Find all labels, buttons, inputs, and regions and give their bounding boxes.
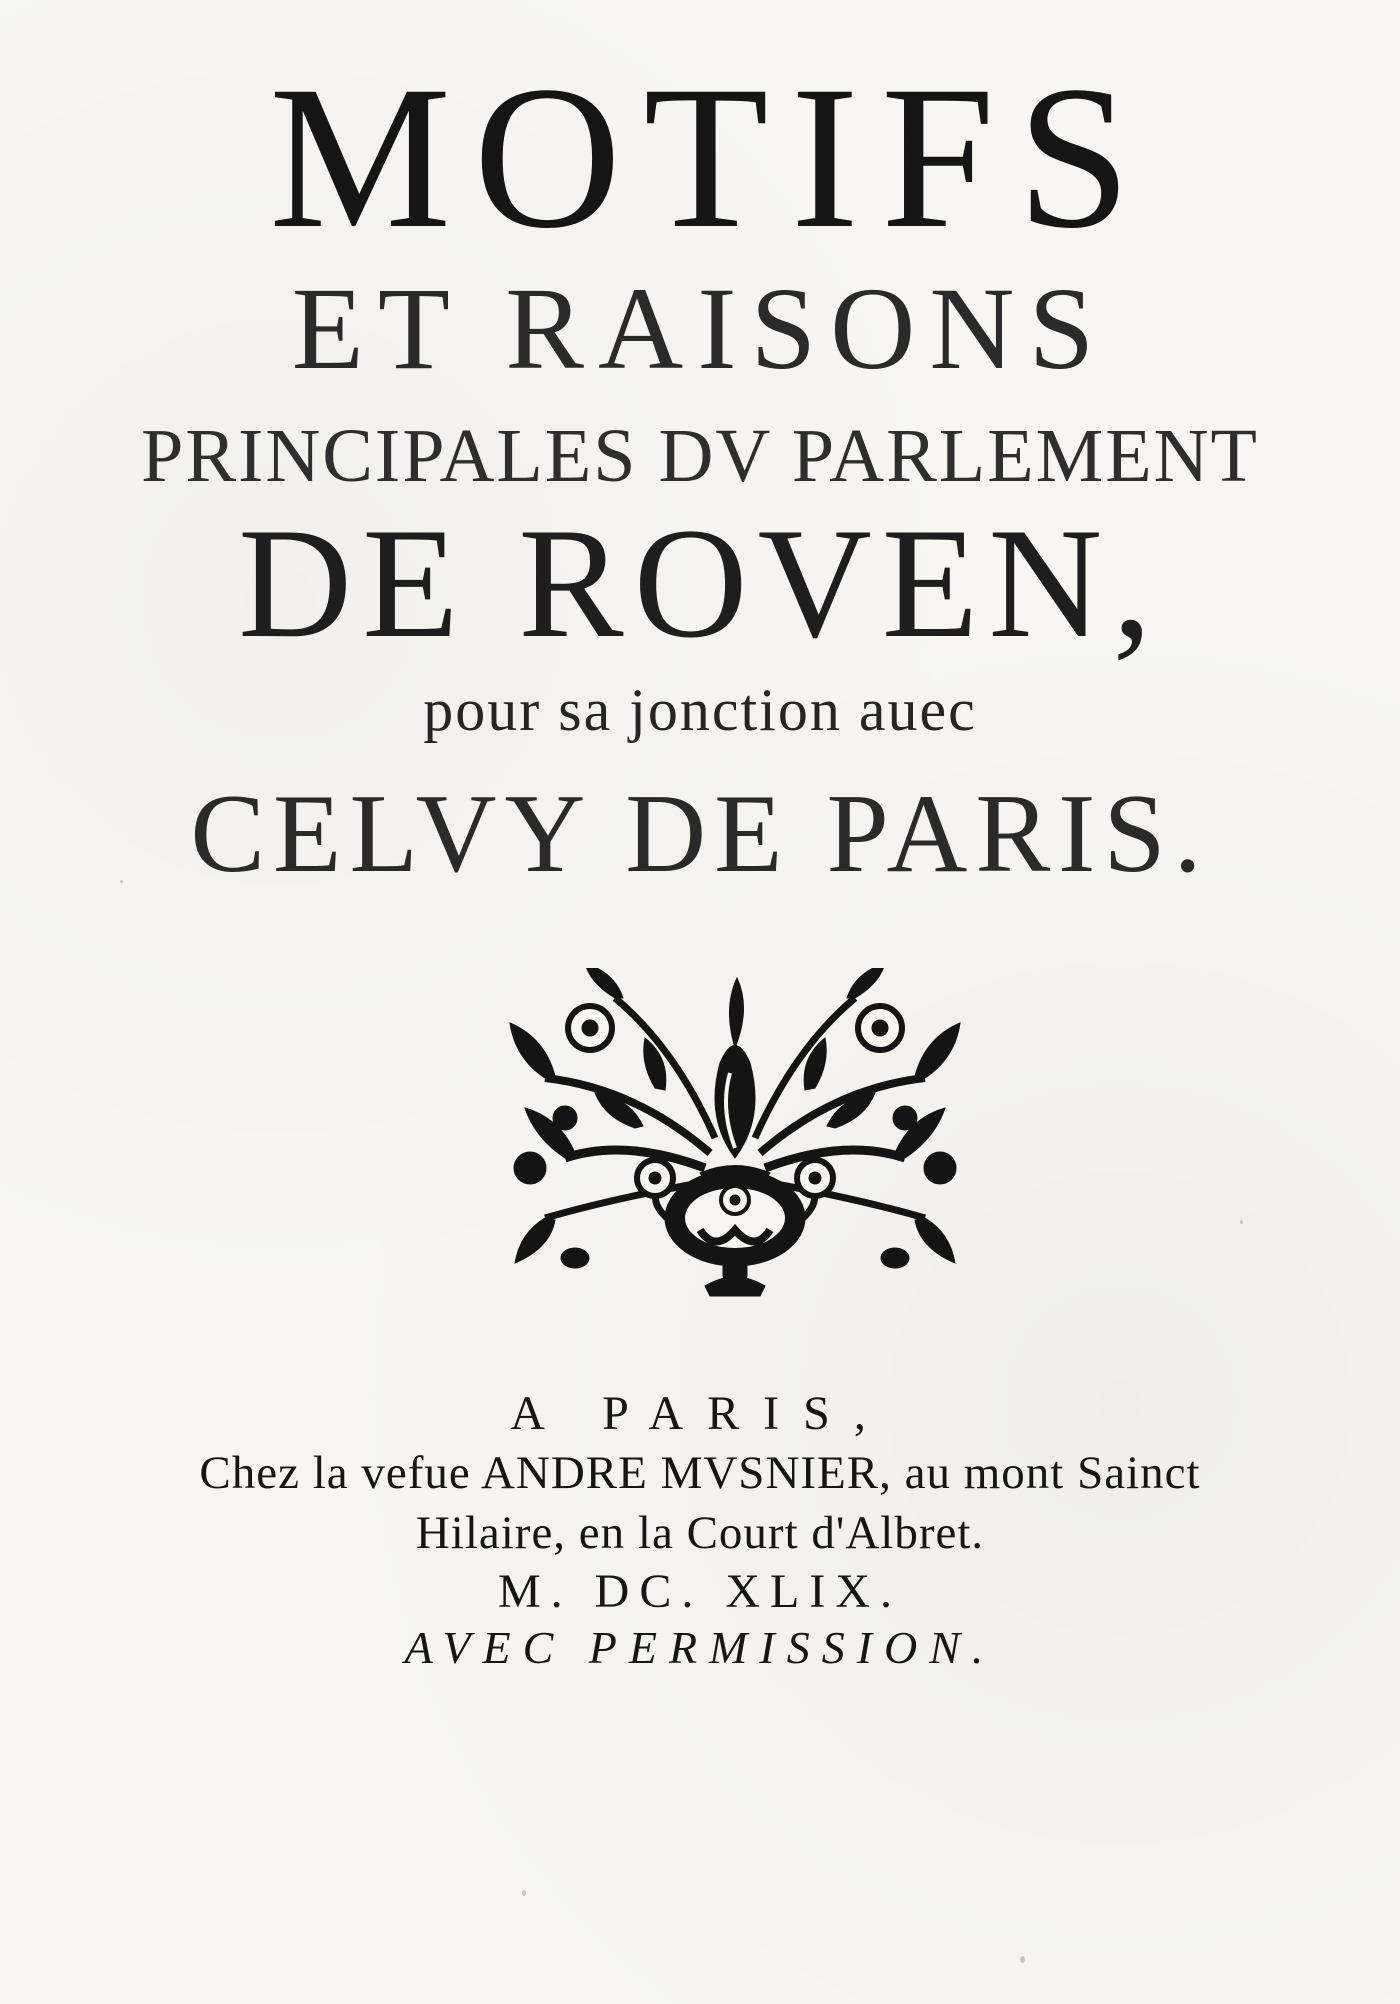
title-line-de-roven: DE ROVEN, [238, 496, 1162, 671]
imprint-permission: AVEC PERMISSION. [404, 1622, 996, 1673]
title-line-motifs: MOTIFS [269, 44, 1153, 271]
imprint-publisher: Chez la vefue ANDRE MVSNIER, au mont Sainct [199, 1447, 1201, 1499]
paper-speck [1240, 1220, 1243, 1224]
paper-speck [120, 880, 123, 883]
imprint-address: Hilaire, en la Court d'Albret. [415, 1507, 985, 1559]
paper-speck [1020, 1956, 1025, 1963]
imprint-year: M. DC. XLIX. [498, 1565, 902, 1618]
imprint-place: A PARIS, [510, 1387, 890, 1440]
paper-speck [522, 1890, 526, 1896]
flower-vase-ornament-icon [505, 968, 965, 1308]
title-line-pour-sa-jonction: pour sa jonction auec [423, 677, 977, 743]
title-line-et-raisons: ET RAISONS [291, 263, 1109, 394]
title-line-celvy-de-paris: CELVY DE PARIS. [190, 772, 1210, 896]
title-line-principales: PRINCIPALES DV PARLEMENT [141, 414, 1259, 498]
